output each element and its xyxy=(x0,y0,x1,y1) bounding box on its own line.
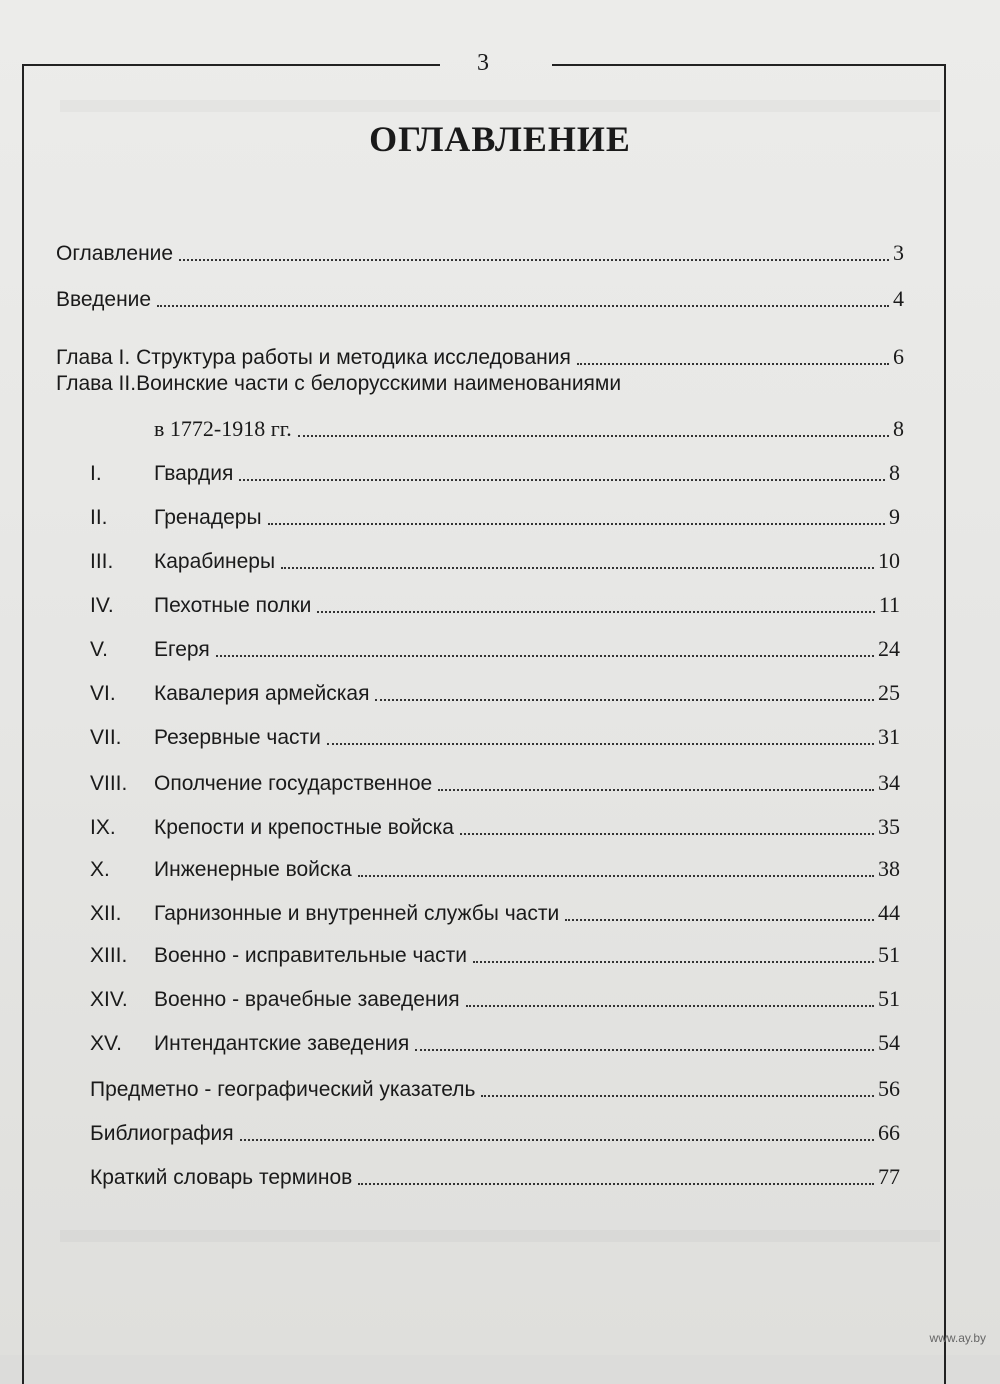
toc-label: Гвардия xyxy=(154,462,234,485)
header-rule-right xyxy=(552,64,944,66)
leader-dots xyxy=(577,362,889,365)
toc-page-ref: 44 xyxy=(878,900,900,925)
leader-dots xyxy=(240,1138,874,1141)
toc-page-ref: 4 xyxy=(893,286,904,311)
toc-entry xyxy=(90,934,900,968)
toc-label: Интендантские заведения xyxy=(154,1032,410,1055)
toc-label: Краткий словарь терминов xyxy=(90,1166,353,1189)
leader-dots xyxy=(281,566,874,569)
toc-number: XII. xyxy=(90,902,122,925)
toc-label: Библиография xyxy=(90,1122,234,1145)
toc-entry xyxy=(90,452,900,486)
toc-entry xyxy=(90,762,900,796)
toc-number: I. xyxy=(90,462,102,485)
leader-dots xyxy=(327,742,874,745)
leader-dots xyxy=(473,960,874,963)
leader-dots xyxy=(415,1048,874,1051)
toc-page-ref: 35 xyxy=(878,814,900,839)
toc-label: Введение xyxy=(56,288,152,311)
toc-entry xyxy=(90,672,900,706)
toc-label: Егеря xyxy=(154,638,210,661)
toc-page-ref: 6 xyxy=(893,344,904,369)
leader-dots xyxy=(298,434,889,437)
page-title: ОГЛАВЛЕНИЕ xyxy=(369,119,631,159)
leader-dots xyxy=(481,1094,874,1097)
leader-dots xyxy=(358,874,874,877)
toc-page-ref: 25 xyxy=(878,680,900,705)
toc-number: XIII. xyxy=(90,944,128,967)
toc-label: Крепости и крепостные войска xyxy=(154,816,454,839)
toc-label: Военно - исправительные части xyxy=(154,944,467,967)
site-watermark: www.ay.by xyxy=(929,1331,986,1345)
toc-label: Гарнизонные и внутренней службы части xyxy=(154,902,560,925)
leader-dots xyxy=(460,832,874,835)
toc-label: Глава II.Воинские части с белорусскими наименованиями xyxy=(56,372,622,395)
toc-number: III. xyxy=(90,550,114,573)
toc-entry xyxy=(90,806,900,840)
toc-page-ref: 77 xyxy=(878,1164,900,1189)
toc-page-ref: 31 xyxy=(878,724,900,749)
toc-entry xyxy=(90,584,900,618)
toc-page-ref: 51 xyxy=(878,942,900,967)
toc-page-ref: 24 xyxy=(878,636,900,661)
toc-page-ref: 10 xyxy=(878,548,900,573)
toc-page-ref: 9 xyxy=(889,504,900,529)
leader-dots xyxy=(317,610,874,613)
toc-entry xyxy=(90,848,900,882)
toc-entry xyxy=(90,1156,900,1190)
toc-entry xyxy=(56,336,904,370)
toc-page-ref: 66 xyxy=(878,1120,900,1145)
toc-label: Глава I. Структура работы и методика исследования xyxy=(56,346,571,369)
toc-label: Кавалерия армейская xyxy=(154,682,370,705)
leader-dots xyxy=(268,522,885,525)
toc-label: Ополчение государственное xyxy=(154,772,433,795)
toc-number: VIII. xyxy=(90,772,128,795)
leader-dots xyxy=(179,258,889,261)
toc-page-ref: 54 xyxy=(878,1030,900,1055)
toc-label: Карабинеры xyxy=(154,550,276,573)
toc-label: Резервные части xyxy=(154,726,321,749)
toc-entry xyxy=(90,628,900,662)
toc-number: IV. xyxy=(90,594,114,617)
toc-entry xyxy=(56,278,904,312)
toc-entry xyxy=(90,1112,900,1146)
toc-label-line2: в 1772-1918 гг. xyxy=(154,416,292,441)
toc-label: Оглавление xyxy=(56,242,174,265)
toc-number: VI. xyxy=(90,682,116,705)
leader-dots xyxy=(466,1004,874,1007)
toc-entry xyxy=(90,716,900,750)
toc-label: Военно - врачебные заведения xyxy=(154,988,460,1011)
toc-label: Предметно - географический указатель xyxy=(90,1078,476,1101)
toc-label: Гренадеры xyxy=(154,506,262,529)
toc-page-ref: 11 xyxy=(878,592,900,617)
toc-page-ref: 8 xyxy=(889,460,900,485)
toc-number: V. xyxy=(90,638,108,661)
toc-entry xyxy=(90,540,900,574)
toc-entry xyxy=(90,892,900,926)
leader-dots xyxy=(375,698,874,701)
toc-number: VII. xyxy=(90,726,122,749)
toc-number: XIV. xyxy=(90,988,128,1011)
leader-dots xyxy=(565,918,874,921)
toc-entry xyxy=(90,496,900,530)
leader-dots xyxy=(239,478,885,481)
toc-entry xyxy=(56,372,904,442)
header-rule-left xyxy=(22,64,440,66)
leader-dots xyxy=(216,654,874,657)
leader-dots xyxy=(438,788,874,791)
toc-page-ref: 3 xyxy=(893,240,904,265)
toc-page-ref: 38 xyxy=(878,856,900,881)
page-number: 3 xyxy=(477,50,489,76)
leader-dots xyxy=(157,304,889,307)
toc-page-ref: 56 xyxy=(878,1076,900,1101)
toc-label: Инженерные войска xyxy=(154,858,352,881)
toc-number: X. xyxy=(90,858,110,881)
toc-number: II. xyxy=(90,506,108,529)
toc-entry xyxy=(90,978,900,1012)
toc-page-ref: 34 xyxy=(878,770,900,795)
toc-number: XV. xyxy=(90,1032,122,1055)
toc-entry xyxy=(90,1022,900,1056)
toc-label: Пехотные полки xyxy=(154,594,312,617)
leader-dots xyxy=(358,1182,874,1185)
toc-entry xyxy=(56,232,904,266)
toc-page-ref: 51 xyxy=(878,986,900,1011)
toc-page-ref: 8 xyxy=(893,416,904,441)
toc-number: IX. xyxy=(90,816,116,839)
toc-entry xyxy=(90,1068,900,1102)
